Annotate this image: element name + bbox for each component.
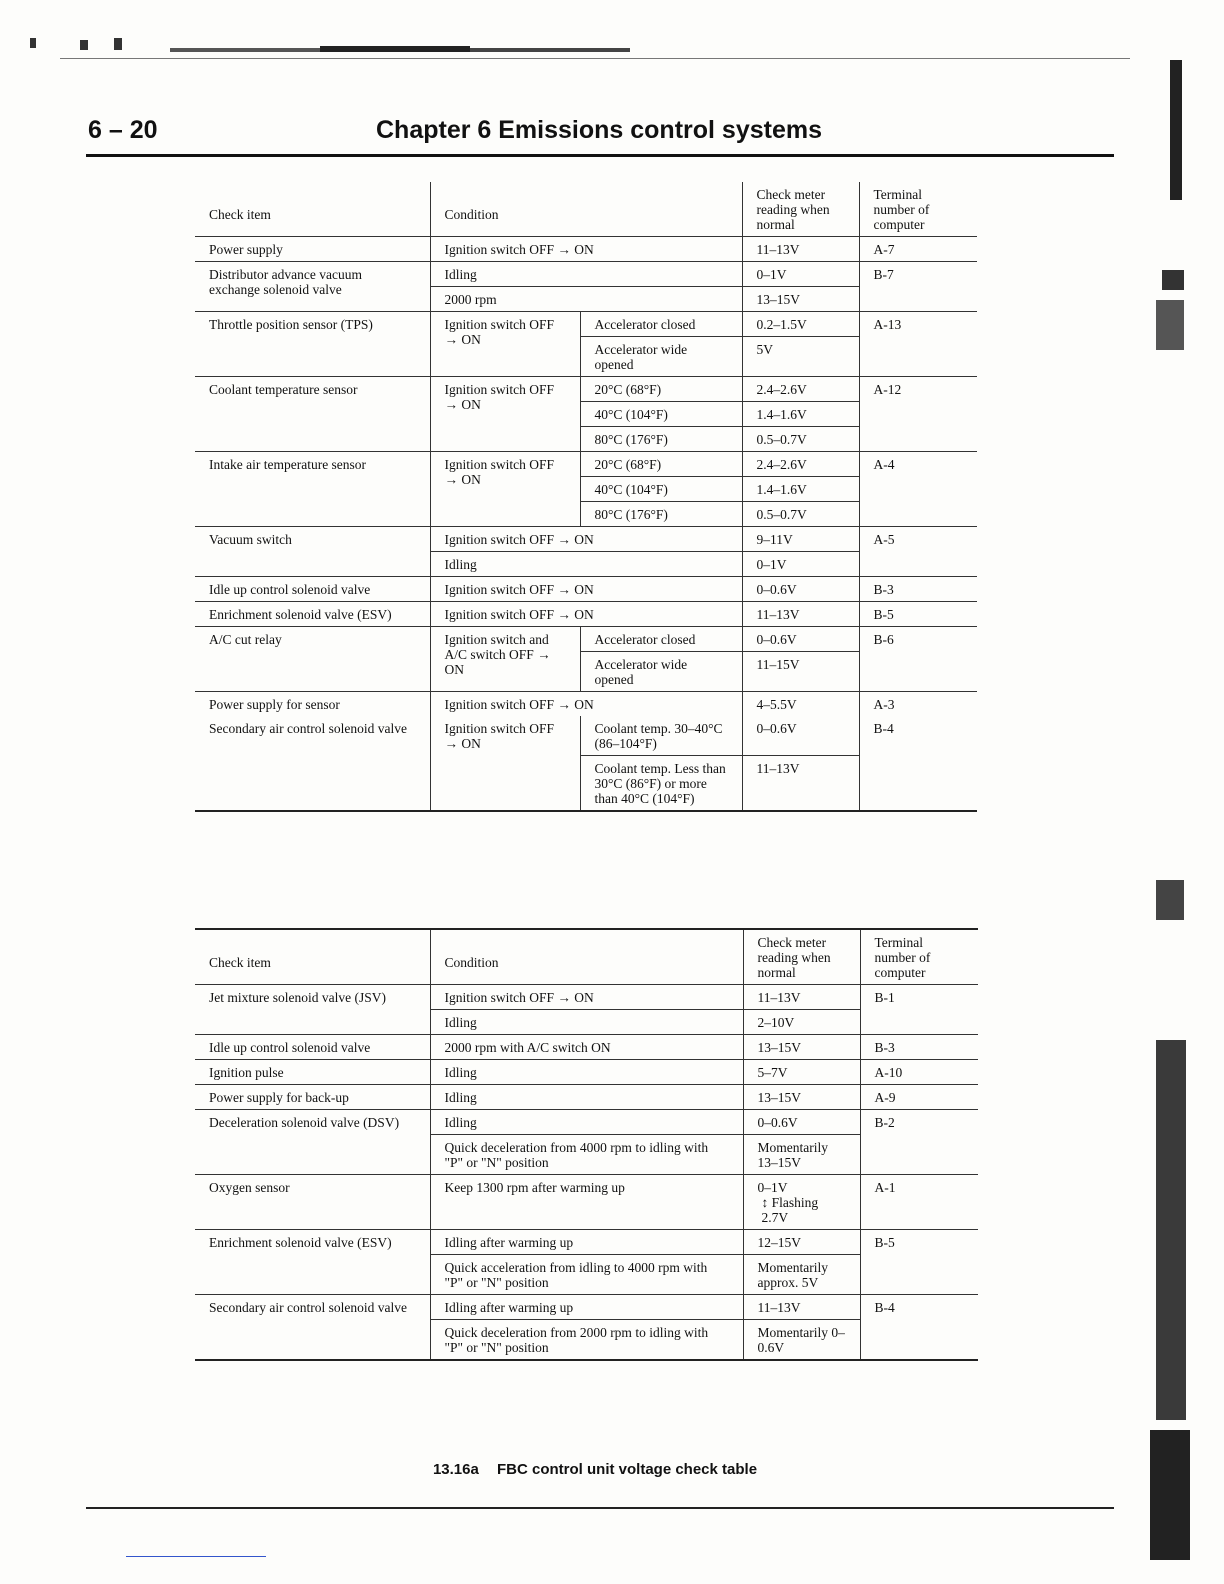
check-item: Deceleration solenoid valve (DSV) [195, 1110, 430, 1175]
bottom-rule [86, 1507, 1114, 1509]
header-condition: Condition [430, 929, 743, 985]
condition: Quick acceleration from idling to 4000 rpm with "P" or "N" position [430, 1255, 743, 1295]
check-item: Intake air temperature sensor [195, 452, 430, 527]
condition: Idling after warming up [430, 1295, 743, 1320]
reading: 9–11V [742, 527, 859, 552]
terminal: A-12 [859, 377, 977, 452]
check-item: Secondary air control solenoid valve [209, 721, 407, 736]
flashing-indicator: ↕ Flashing [761, 1195, 819, 1210]
sub-condition: 40°C (104°F) [580, 402, 742, 427]
terminal: B-2 [860, 1110, 978, 1175]
terminal: B-1 [860, 985, 978, 1035]
table-row [195, 237, 977, 262]
check-item: Ignition pulse [195, 1060, 430, 1085]
condition: Ignition switch OFF → ON [430, 237, 742, 262]
terminal: B-7 [859, 262, 977, 312]
terminal: B-3 [859, 577, 977, 602]
reading: 13–15V [743, 1035, 860, 1060]
table-row [195, 716, 977, 756]
check-item: Jet mixture solenoid valve (JSV) [209, 990, 386, 1005]
header-terminal: Terminal number of computer [859, 182, 977, 237]
reading: 1.4–1.6V [742, 402, 859, 427]
terminal: B-5 [859, 602, 977, 627]
sub-condition: Coolant temp. 30–40°C (86–104°F) [580, 716, 742, 756]
reading: 0.5–0.7V [742, 502, 859, 527]
reading: Momentarily 13–15V [743, 1135, 860, 1175]
condition: Idling [430, 1110, 743, 1135]
reading: 4–5.5V [742, 692, 859, 717]
check-item: Idle up control solenoid valve [195, 1035, 430, 1060]
condition: 2000 rpm with A/C switch ON [430, 1035, 743, 1060]
sub-condition: 20°C (68°F) [580, 377, 742, 402]
check-item: Enrichment solenoid valve (ESV) [195, 602, 430, 627]
condition: Keep 1300 rpm after warming up [430, 1175, 743, 1230]
reading: 13–15V [742, 287, 859, 312]
condition: Ignition switch OFF → ON [430, 377, 580, 452]
voltage-check-table-2 [195, 928, 978, 1361]
condition: Ignition switch OFF → ON [430, 452, 580, 527]
reading: 0.2–1.5V [742, 312, 859, 337]
table-row [195, 1295, 978, 1320]
reading: 13–15V [743, 1085, 860, 1110]
footer-link-underline [126, 1556, 266, 1557]
sub-condition: 80°C (176°F) [580, 502, 742, 527]
check-item: Throttle position sensor (TPS) [195, 312, 430, 377]
check-item: Power supply for back-up [195, 1085, 430, 1110]
check-item: Vacuum switch [195, 527, 430, 577]
condition: Ignition switch OFF → ON [430, 577, 742, 602]
figure-caption [0, 1461, 1190, 1478]
condition: Idling [430, 262, 742, 287]
terminal: A-7 [859, 237, 977, 262]
sub-condition: Accelerator closed [580, 312, 742, 337]
table-row [195, 312, 977, 337]
reading: 5V [742, 337, 859, 377]
condition: Ignition switch OFF → ON [430, 602, 742, 627]
check-item: Power supply for sensor [195, 692, 430, 717]
terminal: A-13 [859, 312, 977, 377]
reading: 11–13V [743, 985, 860, 1010]
table-header-row [195, 929, 978, 985]
table-row [195, 527, 977, 552]
reading: 2.4–2.6V [742, 377, 859, 402]
table-row [195, 452, 977, 477]
sub-condition: 80°C (176°F) [580, 427, 742, 452]
terminal: A-10 [860, 1060, 978, 1085]
sub-condition: Accelerator wide opened [580, 652, 742, 692]
table-row [195, 985, 978, 1010]
check-item: Coolant temperature sensor [195, 377, 430, 452]
terminal: B-5 [860, 1230, 978, 1295]
header-check-item: Check item [195, 929, 430, 985]
reading: 0–0.6V [742, 577, 859, 602]
reading: 0–1V [742, 552, 859, 577]
chapter-title: Chapter 6 Emissions control systems [376, 116, 822, 144]
scan-noise-right [1150, 60, 1210, 1560]
reading: 11–13V [742, 602, 859, 627]
check-item: Secondary air control solenoid valve [195, 1295, 430, 1361]
page-number: 6 – 20 [88, 116, 158, 144]
reading: 11–13V [742, 237, 859, 262]
header-reading: Check meter reading when normal [743, 929, 860, 985]
check-item: Oxygen sensor [195, 1175, 430, 1230]
sub-condition: Coolant temp. Less than 30°C (86°F) or more than 40°C (104°F) [580, 756, 742, 812]
header-reading: Check meter reading when normal [742, 182, 859, 237]
sub-condition: 40°C (104°F) [580, 477, 742, 502]
reading: 0–0.6V [743, 1110, 860, 1135]
table-row [195, 1060, 978, 1085]
table-row [195, 262, 977, 287]
reading: 0–1V [742, 262, 859, 287]
condition: Ignition switch OFF → ON [430, 692, 742, 717]
condition: Ignition switch OFF → ON [430, 985, 743, 1010]
header-terminal: Terminal number of computer [860, 929, 978, 985]
condition: Idling [430, 1085, 743, 1110]
condition: Ignition switch and A/C switch OFF → ON [430, 627, 580, 692]
reading: 11–15V [742, 652, 859, 692]
reading: 12–15V [743, 1230, 860, 1255]
condition: Ignition switch OFF → ON [430, 716, 580, 811]
terminal: B-6 [859, 627, 977, 692]
condition: Idling [430, 552, 742, 577]
header-check-item: Check item [195, 182, 430, 237]
reading: 0–0.6V [742, 627, 859, 652]
condition: Quick deceleration from 2000 rpm to idling with "P" or "N" position [430, 1320, 743, 1361]
terminal: B-3 [860, 1035, 978, 1060]
figure-title: FBC control unit voltage check table [497, 1461, 758, 1478]
table-header-row [195, 182, 977, 237]
condition: Ignition switch OFF → ON [430, 312, 580, 377]
reading: Momentarily approx. 5V [743, 1255, 860, 1295]
check-item: Idle up control solenoid valve [195, 577, 430, 602]
reading: 0–1V [757, 1180, 788, 1195]
table-row [195, 577, 977, 602]
table-row [195, 1230, 978, 1255]
header-condition: Condition [430, 182, 742, 237]
reading: Momentarily 0–0.6V [743, 1320, 860, 1361]
reading: 1.4–1.6V [742, 477, 859, 502]
reading: 11–13V [742, 756, 859, 812]
table-row [195, 627, 977, 652]
terminal: A-4 [859, 452, 977, 527]
table-row [195, 1175, 978, 1230]
terminal: A-9 [860, 1085, 978, 1110]
table-row [195, 1085, 978, 1110]
figure-number: 13.16a [432, 1461, 479, 1478]
reading: 5–7V [743, 1060, 860, 1085]
reading: 2–10V [743, 1010, 860, 1035]
condition: Ignition switch OFF → ON [430, 527, 742, 552]
table-row [195, 1035, 978, 1060]
terminal: A-3 [859, 692, 977, 717]
page-header [86, 114, 1114, 157]
scan-noise-top [30, 38, 1130, 62]
sub-condition: Accelerator wide opened [580, 337, 742, 377]
check-item: Enrichment solenoid valve (ESV) [195, 1230, 430, 1295]
sub-condition: 20°C (68°F) [580, 452, 742, 477]
voltage-check-table-1 [195, 182, 977, 812]
table-row [195, 692, 977, 717]
table-row [195, 602, 977, 627]
table-row [195, 1110, 978, 1135]
check-item: Power supply [209, 242, 283, 257]
reading-high: 2.7V [761, 1210, 789, 1225]
condition: 2000 rpm [430, 287, 742, 312]
check-item: Distributor advance vacuum exchange solenoid valve [195, 262, 430, 312]
terminal: B-4 [860, 1295, 978, 1361]
condition: Idling [430, 1060, 743, 1085]
condition: Quick deceleration from 4000 rpm to idling with "P" or "N" position [430, 1135, 743, 1175]
reading: 11–13V [743, 1295, 860, 1320]
reading: 0.5–0.7V [742, 427, 859, 452]
terminal: A-1 [860, 1175, 978, 1230]
terminal: A-5 [859, 527, 977, 577]
sub-condition: Accelerator closed [580, 627, 742, 652]
reading-cell [743, 1175, 860, 1230]
reading: 2.4–2.6V [742, 452, 859, 477]
condition: Idling after warming up [430, 1230, 743, 1255]
terminal: B-4 [859, 716, 977, 811]
table-row [195, 377, 977, 402]
reading: 0–0.6V [742, 716, 859, 756]
condition: Idling [430, 1010, 743, 1035]
check-item: A/C cut relay [195, 627, 430, 692]
